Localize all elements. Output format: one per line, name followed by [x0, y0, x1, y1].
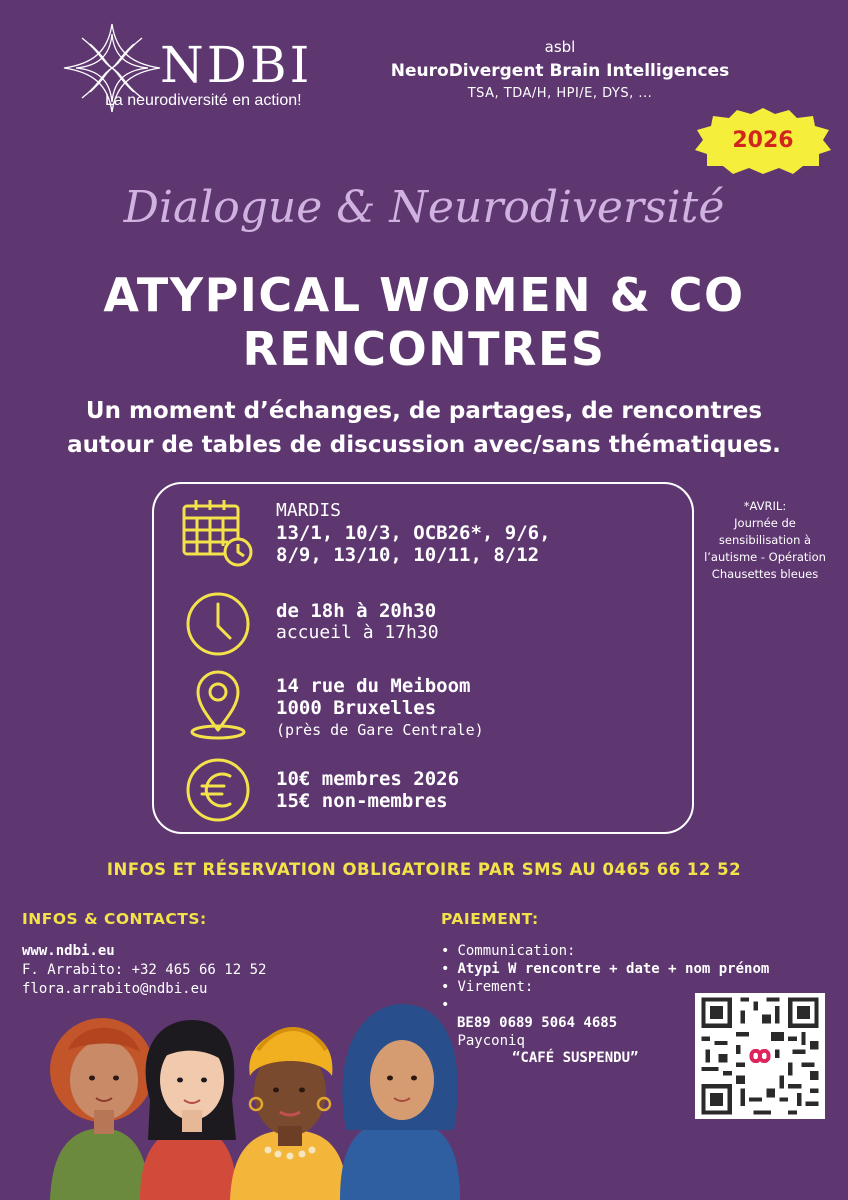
intro-line1: Un moment d’échanges, de partages, de rencontres	[85, 398, 763, 424]
contact-phone: F. Arrabito: +32 465 66 12 52	[22, 962, 267, 978]
payment-payconiq: • Payconiq	[441, 1032, 769, 1050]
address-block	[276, 675, 484, 741]
website-link[interactable]: www.ndbi.eu	[22, 943, 115, 959]
euro-icon	[178, 754, 258, 826]
april-side-note	[700, 498, 830, 583]
clock-icon	[178, 588, 258, 660]
price-members: 10€ membres 2026	[276, 768, 460, 790]
payment-communication-value: Atypi W rencontre + date + nom prénom	[457, 961, 770, 977]
woman-black-hair	[140, 1020, 238, 1200]
logo-tagline: La neurodiversité en action!	[105, 92, 302, 109]
address-line1: 14 rue du Meiboom	[276, 675, 471, 697]
woman-hijab	[340, 1004, 460, 1200]
main-title	[0, 268, 848, 376]
payment-communication-label: • Communication:	[441, 942, 769, 960]
reservation-notice: INFOS ET RÉSERVATION OBLIGATOIRE PAR SMS AU 0465 66 12 52	[106, 860, 742, 879]
woman-redhead	[50, 1018, 154, 1200]
year-badge: 2026	[732, 128, 794, 153]
price-nonmembers: 15€ non-membres	[276, 790, 448, 812]
calendar-clock-icon	[178, 496, 258, 568]
time-block	[276, 600, 439, 644]
org-subtitle: TSA, TDA/H, HPI/E, DYS, ...	[467, 86, 653, 101]
main-title-line2: RENCONTRES	[242, 322, 606, 376]
intro-text	[20, 394, 828, 462]
contacts-heading: INFOS & CONTACTS:	[22, 910, 207, 928]
logo-name: NDBI	[160, 36, 313, 94]
address-note: (près de Gare Centrale)	[276, 721, 484, 739]
time-main: de 18h à 20h30	[276, 600, 437, 622]
contact-email[interactable]: flora.arrabito@ndbi.eu	[22, 981, 208, 997]
side-note-line4: l’autisme - Opération	[704, 550, 826, 564]
time-sub: accueil à 17h30	[276, 622, 439, 643]
dates-line2: 8/9, 13/10, 10/11, 8/12	[276, 544, 540, 566]
payment-iban: • BE89 0689 5064 4685	[457, 1015, 618, 1031]
qr-code[interactable]	[695, 993, 825, 1119]
payment-heading: PAIEMENT:	[441, 910, 539, 928]
org-type: asbl	[544, 38, 576, 56]
org-name: NeuroDivergent Brain Intelligences	[390, 61, 730, 81]
cafe-suspendu: “CAFÉ SUSPENDU”	[512, 1050, 639, 1066]
script-title: Dialogue & Neurodiversité	[123, 182, 725, 233]
address-line2: 1000 Bruxelles	[276, 697, 437, 719]
price-block	[276, 768, 459, 812]
intro-line2: autour de tables de discussion avec/sans thématiques.	[67, 432, 781, 458]
dates-line1: 13/1, 10/3, OCB26*, 9/6,	[276, 522, 551, 544]
side-note-line1: *AVRIL:	[743, 499, 787, 513]
payment-transfer-label: • Virement:	[441, 978, 769, 996]
main-title-line1: ATYPICAL WOMEN & CO	[103, 268, 745, 322]
organization-block	[330, 38, 790, 101]
location-pin-icon	[178, 668, 258, 740]
side-note-line3: sensibilisation à	[718, 533, 812, 547]
woman-turban	[230, 1029, 348, 1200]
dates-block	[276, 500, 551, 566]
dates-label: MARDIS	[276, 500, 342, 521]
women-illustration	[40, 980, 480, 1200]
side-note-line2: Journée de	[734, 516, 796, 530]
side-note-line5: Chausettes bleues	[711, 567, 819, 581]
